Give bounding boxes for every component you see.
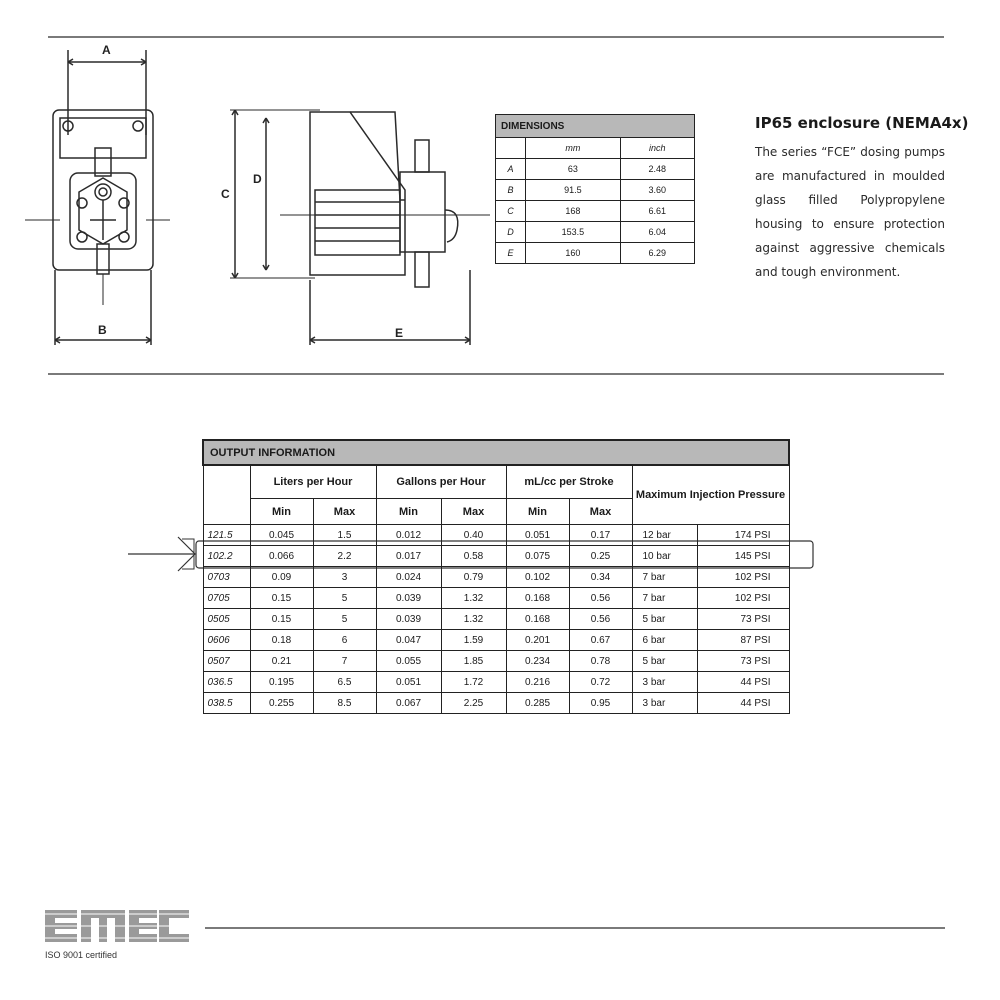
dim-inch: 6.04 (620, 222, 694, 243)
lph-max: 2.2 (313, 546, 376, 567)
dim-key: B (496, 180, 526, 201)
dim-label-b: B (98, 323, 107, 337)
model-code: 0507 (203, 651, 250, 672)
model-code: 102.2 (203, 546, 250, 567)
middle-rule (48, 373, 944, 375)
iso-certification: ISO 9001 certified (45, 950, 118, 960)
dim-mm: 168 (526, 201, 620, 222)
pressure-bar: 7 bar (632, 588, 698, 609)
dimensions-row (496, 222, 695, 243)
sub-header: Min (376, 499, 441, 525)
gph-min: 0.067 (376, 693, 441, 714)
sub-header: Max (313, 499, 376, 525)
dim-label-c: C (221, 187, 230, 201)
sub-header: Max (569, 499, 632, 525)
pressure-bar: 10 bar (632, 546, 698, 567)
pressure-psi: 174 PSI (698, 525, 789, 546)
gph-min: 0.017 (376, 546, 441, 567)
ml-max: 0.72 (569, 672, 632, 693)
ml-min: 0.102 (506, 567, 569, 588)
gph-max: 1.59 (441, 630, 506, 651)
dimensions-title: DIMENSIONS (496, 115, 695, 138)
ml-min: 0.285 (506, 693, 569, 714)
ml-min: 0.201 (506, 630, 569, 651)
sub-header: Max (441, 499, 506, 525)
dim-key: C (496, 201, 526, 222)
ml-min: 0.216 (506, 672, 569, 693)
gph-max: 0.40 (441, 525, 506, 546)
gph-min: 0.047 (376, 630, 441, 651)
ml-max: 0.56 (569, 609, 632, 630)
pressure-psi: 44 PSI (698, 693, 789, 714)
output-row (203, 588, 789, 609)
model-code: 121.5 (203, 525, 250, 546)
gph-max: 0.79 (441, 567, 506, 588)
dim-inch: 6.61 (620, 201, 694, 222)
ml-max: 0.34 (569, 567, 632, 588)
output-row (203, 567, 789, 588)
ml-max: 0.17 (569, 525, 632, 546)
dim-inch: 6.29 (620, 243, 694, 264)
unit-inch: inch (620, 138, 694, 159)
pressure-bar: 12 bar (632, 525, 698, 546)
output-row (203, 525, 789, 546)
group-liters: Liters per Hour (250, 465, 376, 499)
dimensions-row (496, 243, 695, 264)
dim-mm: 153.5 (526, 222, 620, 243)
pressure-psi: 102 PSI (698, 588, 789, 609)
lph-max: 8.5 (313, 693, 376, 714)
dim-mm: 91.5 (526, 180, 620, 201)
dim-key: A (496, 159, 526, 180)
pressure-psi: 102 PSI (698, 567, 789, 588)
footer-rule (205, 927, 945, 929)
pressure-bar: 5 bar (632, 609, 698, 630)
ml-min: 0.075 (506, 546, 569, 567)
dim-inch: 3.60 (620, 180, 694, 201)
lph-max: 5 (313, 609, 376, 630)
pressure-bar: 3 bar (632, 672, 698, 693)
gph-min: 0.051 (376, 672, 441, 693)
ml-min: 0.168 (506, 609, 569, 630)
ml-min: 0.051 (506, 525, 569, 546)
gph-max: 0.58 (441, 546, 506, 567)
dimensions-row (496, 159, 695, 180)
model-code: 0606 (203, 630, 250, 651)
gph-min: 0.024 (376, 567, 441, 588)
lph-min: 0.21 (250, 651, 313, 672)
pump-drawings (20, 40, 500, 360)
pressure-bar: 6 bar (632, 630, 698, 651)
group-pressure: Maximum Injection Pressure (632, 465, 789, 525)
model-code: 0505 (203, 609, 250, 630)
lph-max: 6.5 (313, 672, 376, 693)
output-body (203, 525, 789, 714)
gph-max: 1.72 (441, 672, 506, 693)
model-code: 038.5 (203, 693, 250, 714)
lph-min: 0.18 (250, 630, 313, 651)
pressure-psi: 73 PSI (698, 651, 789, 672)
dim-key: E (496, 243, 526, 264)
dim-label-a: A (102, 43, 111, 57)
dim-key: D (496, 222, 526, 243)
sub-header: Min (506, 499, 569, 525)
output-title: OUTPUT INFORMATION (203, 440, 789, 465)
enclosure-description: The series “FCE” dosing pumps are manufactured in moulded glass filled Polypropylene housing to ensure protection against aggressive chemicals and tough environment. (755, 145, 945, 279)
gph-max: 1.85 (441, 651, 506, 672)
lph-min: 0.15 (250, 588, 313, 609)
group-ml: mL/cc per Stroke (506, 465, 632, 499)
pressure-bar: 5 bar (632, 651, 698, 672)
ml-min: 0.168 (506, 588, 569, 609)
lph-max: 6 (313, 630, 376, 651)
output-row (203, 693, 789, 714)
output-row (203, 672, 789, 693)
dim-mm: 160 (526, 243, 620, 264)
group-gallons: Gallons per Hour (376, 465, 506, 499)
output-row (203, 630, 789, 651)
lph-min: 0.066 (250, 546, 313, 567)
lph-min: 0.045 (250, 525, 313, 546)
dim-mm: 63 (526, 159, 620, 180)
sub-header: Min (250, 499, 313, 525)
gph-min: 0.039 (376, 588, 441, 609)
dim-inch: 2.48 (620, 159, 694, 180)
ml-max: 0.95 (569, 693, 632, 714)
gph-max: 2.25 (441, 693, 506, 714)
pressure-psi: 87 PSI (698, 630, 789, 651)
dimensions-body (496, 159, 695, 264)
lph-min: 0.15 (250, 609, 313, 630)
pressure-psi: 145 PSI (698, 546, 789, 567)
dim-label-d: D (253, 172, 262, 186)
gph-min: 0.012 (376, 525, 441, 546)
model-code: 0705 (203, 588, 250, 609)
ml-max: 0.67 (569, 630, 632, 651)
ml-max: 0.78 (569, 651, 632, 672)
ml-max: 0.56 (569, 588, 632, 609)
pressure-psi: 73 PSI (698, 609, 789, 630)
pressure-bar: 7 bar (632, 567, 698, 588)
lph-min: 0.255 (250, 693, 313, 714)
output-table (202, 439, 790, 714)
gph-min: 0.055 (376, 651, 441, 672)
output-row (203, 609, 789, 630)
pressure-bar: 3 bar (632, 693, 698, 714)
enclosure-title: IP65 enclosure (NEMA4x) (755, 114, 969, 132)
dimensions-row (496, 201, 695, 222)
gph-min: 0.039 (376, 609, 441, 630)
model-code: 0703 (203, 567, 250, 588)
ml-min: 0.234 (506, 651, 569, 672)
unit-mm: mm (526, 138, 620, 159)
output-row (203, 651, 789, 672)
lph-min: 0.195 (250, 672, 313, 693)
lph-max: 5 (313, 588, 376, 609)
dimensions-table (495, 114, 695, 264)
output-row (203, 546, 789, 567)
pressure-psi: 44 PSI (698, 672, 789, 693)
dimensions-row (496, 180, 695, 201)
dim-label-e: E (395, 326, 404, 340)
lph-max: 1.5 (313, 525, 376, 546)
top-rule (48, 36, 944, 38)
gph-max: 1.32 (441, 609, 506, 630)
lph-max: 7 (313, 651, 376, 672)
ml-max: 0.25 (569, 546, 632, 567)
lph-min: 0.09 (250, 567, 313, 588)
gph-max: 1.32 (441, 588, 506, 609)
lph-max: 3 (313, 567, 376, 588)
emec-logo (45, 910, 190, 944)
model-code: 036.5 (203, 672, 250, 693)
